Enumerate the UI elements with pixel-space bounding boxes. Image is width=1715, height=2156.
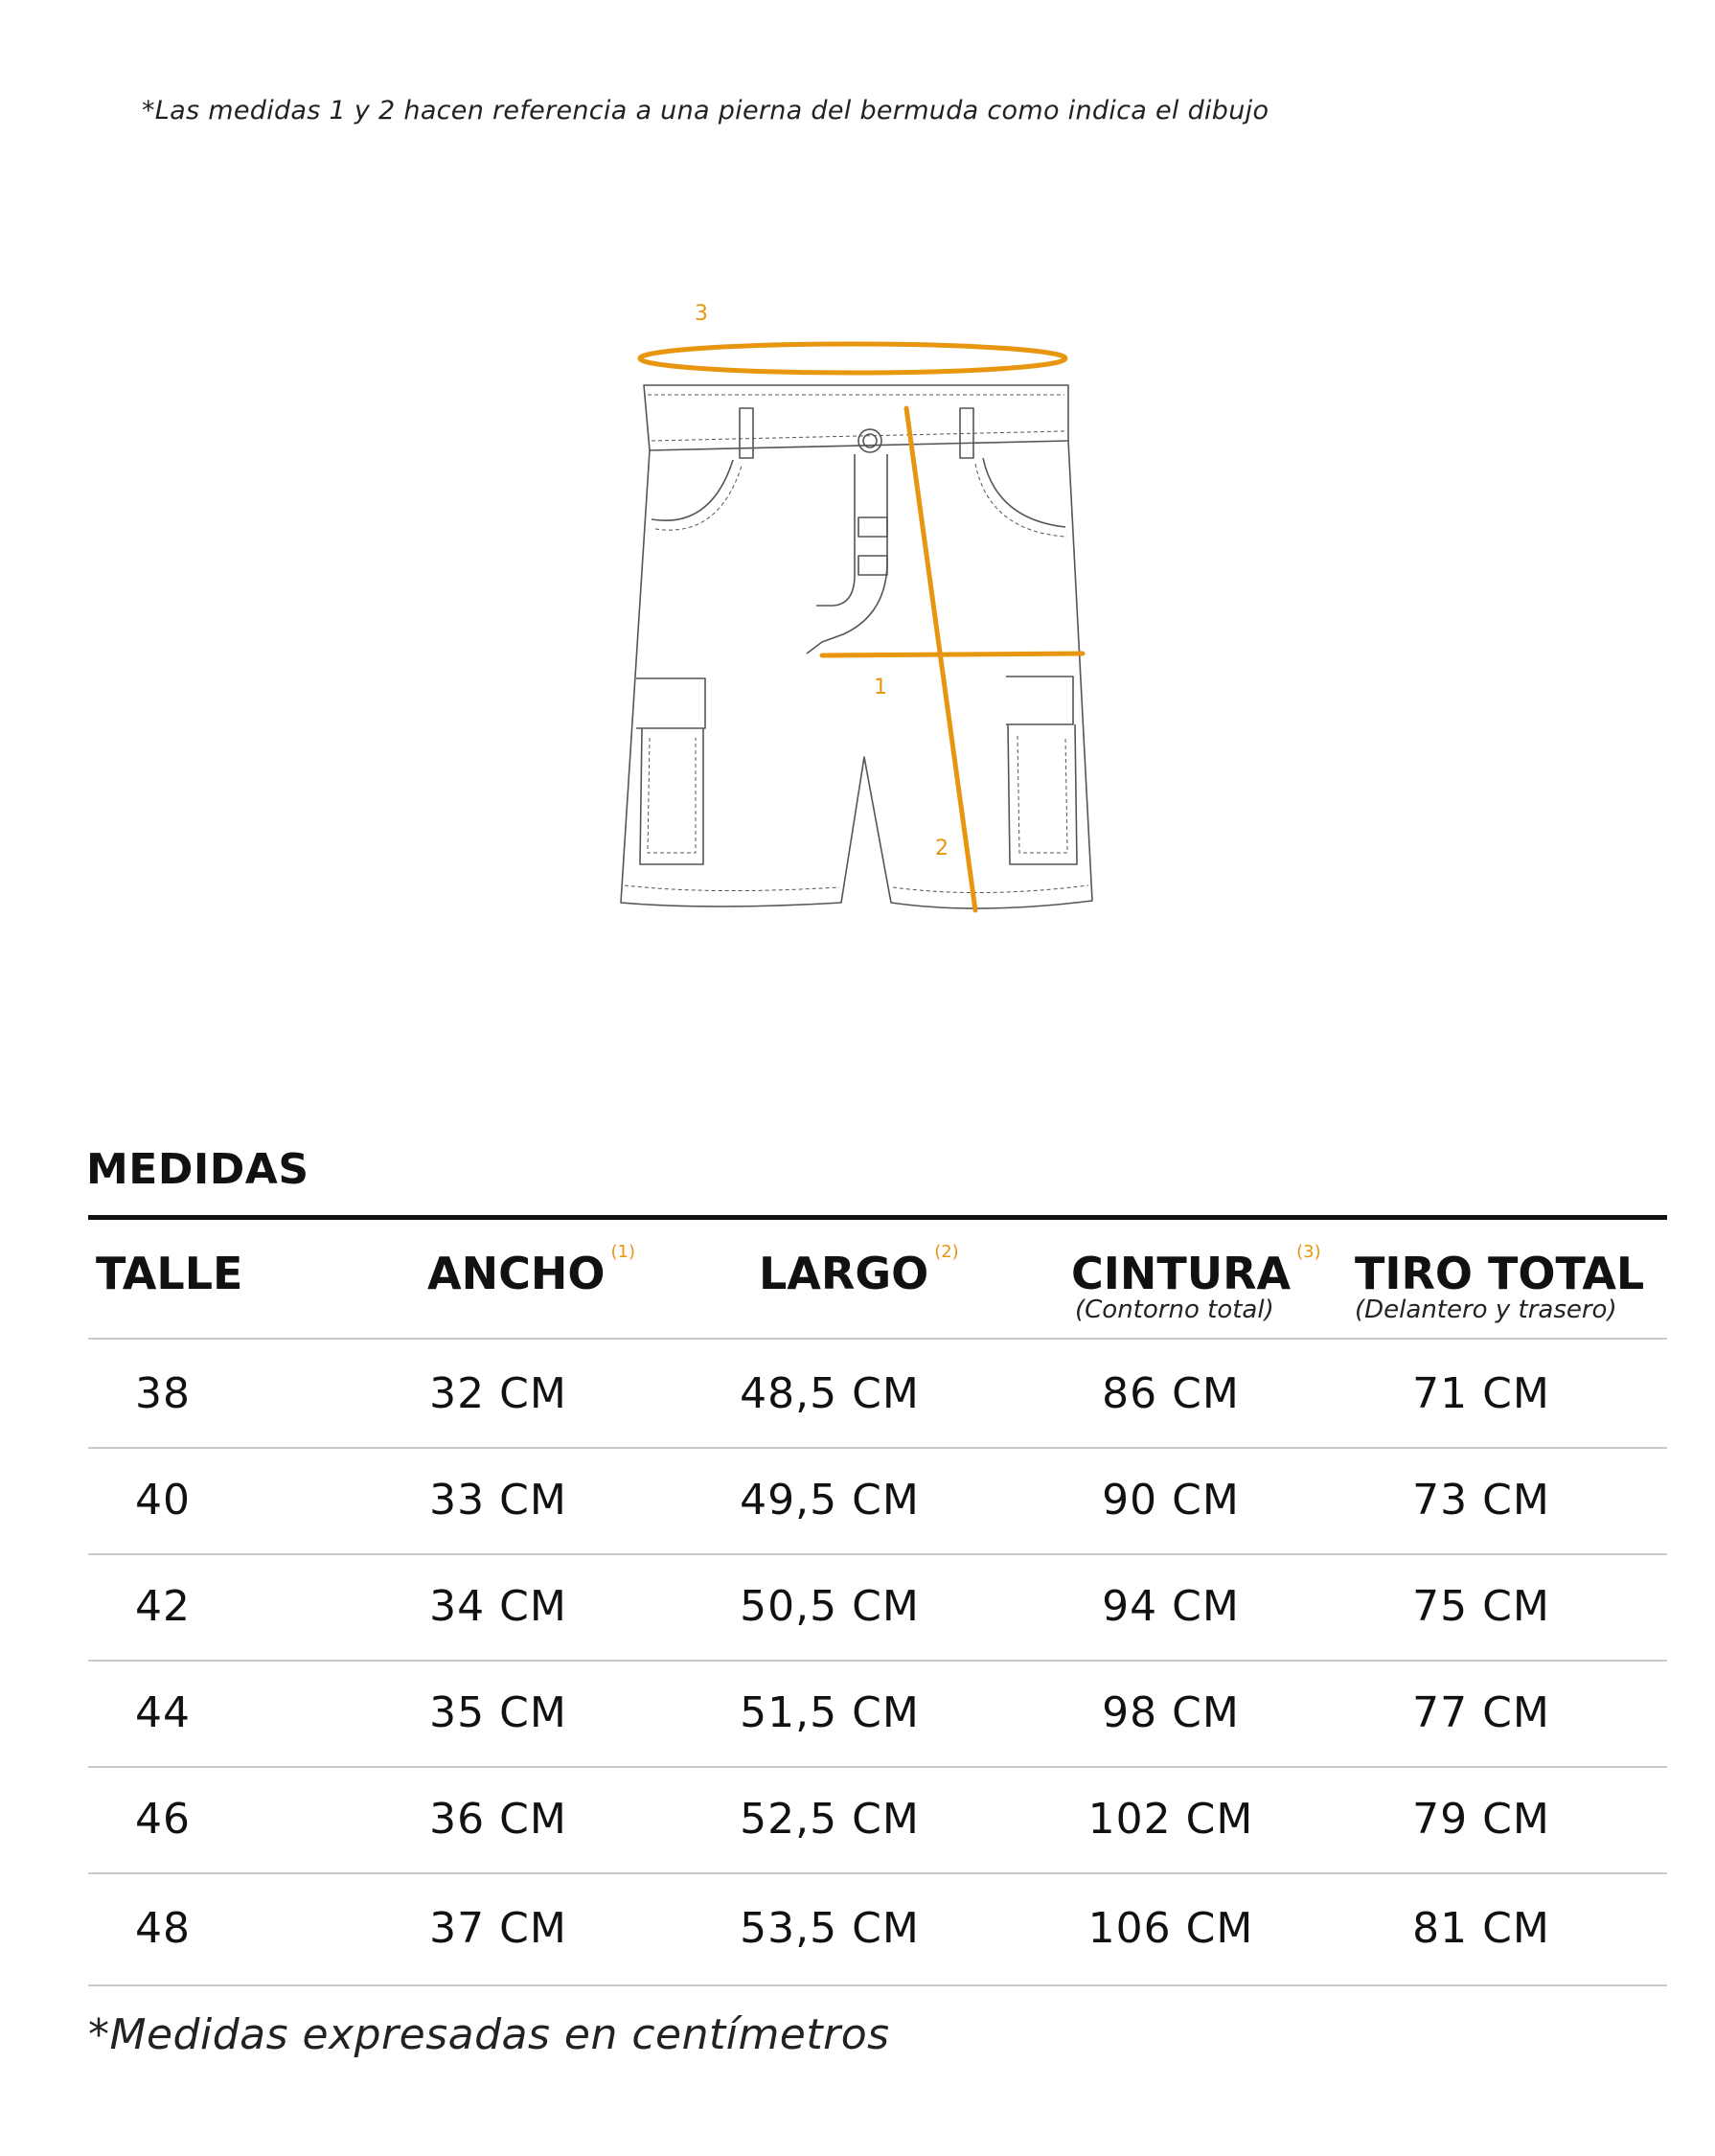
table-cell: 38 (135, 1369, 191, 1418)
section-title: MEDIDAS (86, 1145, 309, 1194)
table-cell: 86 CM (1102, 1369, 1240, 1418)
table-cell: 98 CM (1102, 1688, 1240, 1737)
table-cell: 37 CM (429, 1904, 567, 1953)
table-cell: 102 CM (1087, 1795, 1254, 1844)
table-cell: 75 CM (1412, 1582, 1550, 1631)
table-cell: 94 CM (1102, 1582, 1240, 1631)
table-cell: 81 CM (1412, 1904, 1550, 1953)
table-cell: 79 CM (1412, 1795, 1550, 1844)
table-cell: 51,5 CM (740, 1688, 920, 1737)
row-divider (88, 1338, 1667, 1340)
shorts-diagram (604, 278, 1102, 929)
column-header-talle: TALLE (96, 1248, 243, 1299)
marker-3: 3 (695, 302, 708, 326)
table-cell: 50,5 CM (740, 1582, 920, 1631)
column-header-tiro-total: TIRO TOTAL (1355, 1248, 1645, 1299)
table-cell: 90 CM (1102, 1476, 1240, 1525)
table-cell: 44 (135, 1688, 191, 1737)
table-cell: 52,5 CM (740, 1795, 920, 1844)
table-cell: 73 CM (1412, 1476, 1550, 1525)
row-divider (88, 1447, 1667, 1449)
table-cell: 71 CM (1412, 1369, 1550, 1418)
row-divider (88, 1872, 1667, 1874)
table-cell: 46 (135, 1795, 191, 1844)
table-cell: 49,5 CM (740, 1476, 920, 1525)
table-cell: 48 (135, 1904, 191, 1953)
table-cell: 36 CM (429, 1795, 567, 1844)
table-cell: 33 CM (429, 1476, 567, 1525)
table-cell: 42 (135, 1582, 191, 1631)
table-cell: 40 (135, 1476, 191, 1525)
footnote: *Medidas expresadas en centímetros (88, 2010, 890, 2059)
ref-3: (3) (1296, 1242, 1321, 1262)
column-subheader-cintura: (Contorno total) (1075, 1296, 1274, 1324)
row-divider (88, 1660, 1667, 1662)
column-subheader-tiro-total: (Delantero y trasero) (1355, 1296, 1617, 1324)
column-header-cintura: CINTURA $^{(3)}$ (1071, 1242, 1321, 1299)
row-divider (88, 1553, 1667, 1555)
column-header-ancho: ANCHO $^{(1)}$ (427, 1242, 635, 1299)
ref-2: (2) (934, 1242, 959, 1262)
row-divider (88, 1766, 1667, 1768)
marker-1: 1 (874, 676, 887, 700)
table-cell: 34 CM (429, 1582, 567, 1631)
table-cell: 53,5 CM (740, 1904, 920, 1953)
top-note: *Las medidas 1 y 2 hacen referencia a una pierna del bermuda como indica el dibujo (142, 96, 1269, 126)
shorts-illustration (604, 278, 1102, 929)
row-divider (88, 1984, 1667, 1986)
marker-2: 2 (935, 837, 949, 860)
table-top-rule (88, 1215, 1667, 1220)
table-cell: 48,5 CM (740, 1369, 920, 1418)
table-cell: 77 CM (1412, 1688, 1550, 1737)
table-cell: 32 CM (429, 1369, 567, 1418)
ref-1: (1) (610, 1242, 635, 1262)
table-cell: 106 CM (1087, 1904, 1254, 1953)
column-header-largo: LARGO $^{(2)}$ (759, 1242, 959, 1299)
table-cell: 35 CM (429, 1688, 567, 1737)
